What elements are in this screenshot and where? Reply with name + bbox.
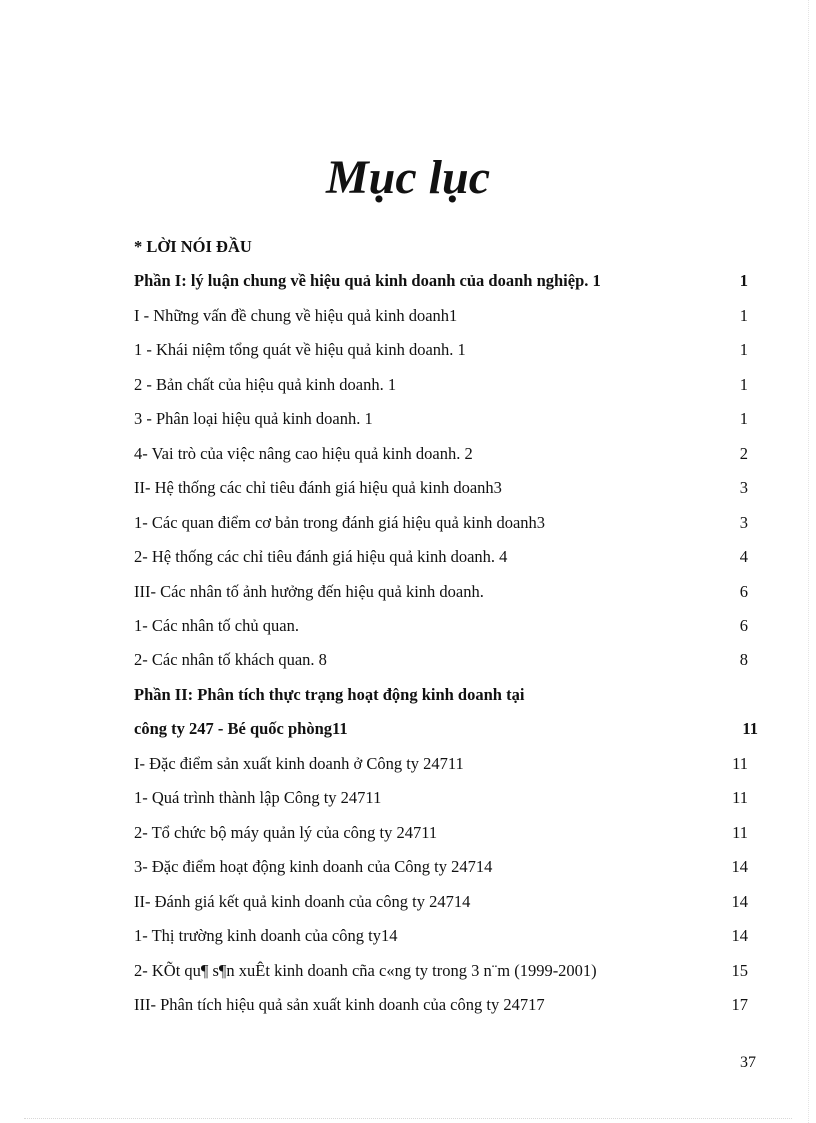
toc-entry — [0, 305, 816, 327]
toc-entry-title: III- Các nhân tố ảnh hưởng đến hiệu quả kinh doanh. — [134, 581, 484, 601]
toc-entry — [0, 925, 816, 947]
toc-entry-title: 3 - Phân loại hiệu quả kinh doanh. 1 — [134, 409, 373, 429]
toc-entry-title: Phần II: Phân tích thực trạng hoạt động kinh doanh tại — [134, 684, 525, 704]
toc-entry — [0, 581, 816, 603]
toc-entry-page: 1 — [739, 305, 748, 325]
toc-entry-title: 2- KÕt qu¶ s¶n xuÊt kinh doanh cña c«ng ty trong 3 n¨m (1999-2001) — [134, 960, 597, 980]
toc-entry — [0, 856, 816, 878]
toc-entry-page: 3 — [739, 512, 748, 532]
toc-entry-page: 8 — [739, 650, 748, 670]
toc-entry-page: 1 — [739, 271, 748, 291]
toc-entry-page: 14 — [731, 891, 748, 911]
right-dotted-divider — [808, 0, 809, 1123]
page-number: 37 — [740, 1054, 756, 1071]
toc-entry-page: 2 — [739, 443, 748, 463]
toc-entry-title: 1 - Khái niệm tổng quát về hiệu quả kinh doanh. 1 — [134, 340, 466, 360]
toc-entry-title: II- Đánh giá kết quả kinh doanh của công ty 24714 — [134, 891, 471, 911]
toc-entry-title: I- Đặc điểm sản xuất kinh doanh ở Công ty 24711 — [134, 753, 464, 773]
toc-entry-title: Phần I: lý luận chung về hiệu quả kinh doanh của doanh nghiệp. 1 — [134, 271, 601, 291]
toc-entry-title: 2- Tổ chức bộ máy quản lý của công ty 24711 — [134, 822, 438, 842]
toc-entry-page: 11 — [732, 822, 748, 842]
toc-entry — [0, 236, 816, 258]
toc-entry-page: 15 — [731, 960, 748, 980]
toc-entry — [0, 408, 816, 430]
toc-entry — [0, 960, 816, 982]
page-title: Mục lục — [325, 151, 490, 204]
toc-entry-page: 14 — [731, 926, 748, 945]
toc-entry — [0, 994, 816, 1016]
toc-entry — [0, 753, 816, 775]
toc-entry-page: 14 — [731, 857, 748, 877]
toc-entry-page: 4 — [739, 547, 748, 566]
toc-entry-title: 1- Các quan điểm cơ bản trong đánh giá hiệu quả kinh doanh3 — [134, 512, 546, 532]
toc-entry — [0, 649, 816, 671]
toc-entry-title: III- Phân tích hiệu quả sản xuất kinh doanh của công ty 24717 — [134, 994, 545, 1014]
toc-entry-page: 11 — [732, 788, 748, 808]
toc-entry — [0, 718, 816, 740]
toc-entry-title: 1- Các nhân tố chủ quan. — [134, 616, 299, 635]
toc-entry — [0, 891, 816, 913]
toc-entry — [0, 374, 816, 396]
toc-entry-page: 1 — [739, 409, 748, 429]
toc-entry-page: 6 — [739, 581, 748, 601]
toc-entry-page: 11 — [742, 719, 758, 739]
toc-entry-title: 2- Hệ thống các chỉ tiêu đánh giá hiệu quả kinh doanh. 4 — [134, 547, 508, 566]
toc-entry-page: 1 — [739, 340, 748, 360]
toc-entry-title: 2- Các nhân tố khách quan. 8 — [134, 650, 327, 670]
toc-entry-title: * LỜI NÓI ĐẦU — [134, 237, 252, 256]
toc-entry-title: 2 - Bản chất của hiệu quả kinh doanh. 1 — [134, 374, 397, 394]
toc-entry-title: 3- Đặc điểm hoạt động kinh doanh của Công ty 24714 — [134, 857, 493, 877]
toc-entry — [0, 477, 816, 499]
toc-entry — [0, 822, 816, 844]
toc-entry-title: 1- Quá trình thành lập Công ty 24711 — [134, 788, 382, 808]
toc-entry — [0, 684, 816, 706]
toc-entry — [0, 787, 816, 809]
bottom-dotted-divider — [24, 1118, 792, 1119]
toc-entry-title: 4- Vai trò của việc nâng cao hiệu quả kinh doanh. 2 — [134, 443, 473, 463]
toc-entry-page: 1 — [739, 374, 748, 394]
toc-entry — [0, 339, 816, 361]
toc-entry-title: II- Hệ thống các chỉ tiêu đánh giá hiệu quả kinh doanh3 — [134, 478, 502, 498]
toc-entry-page: 3 — [739, 478, 748, 498]
toc-entry-page: 17 — [731, 994, 748, 1014]
toc-entry — [0, 615, 816, 637]
toc-entry — [0, 512, 816, 534]
toc-entry-page: 6 — [739, 616, 748, 635]
toc-entry-page: 11 — [732, 753, 748, 773]
toc-entry — [0, 270, 816, 292]
toc-entry — [0, 443, 816, 465]
toc-entry-title: 1- Thị trường kinh doanh của công ty14 — [134, 926, 398, 945]
toc-entry-title: công ty 247 - Bé quốc phòng11 — [134, 719, 348, 739]
toc-entry — [0, 546, 816, 568]
toc-entry-title: I - Những vấn đề chung về hiệu quả kinh doanh1 — [134, 305, 458, 325]
